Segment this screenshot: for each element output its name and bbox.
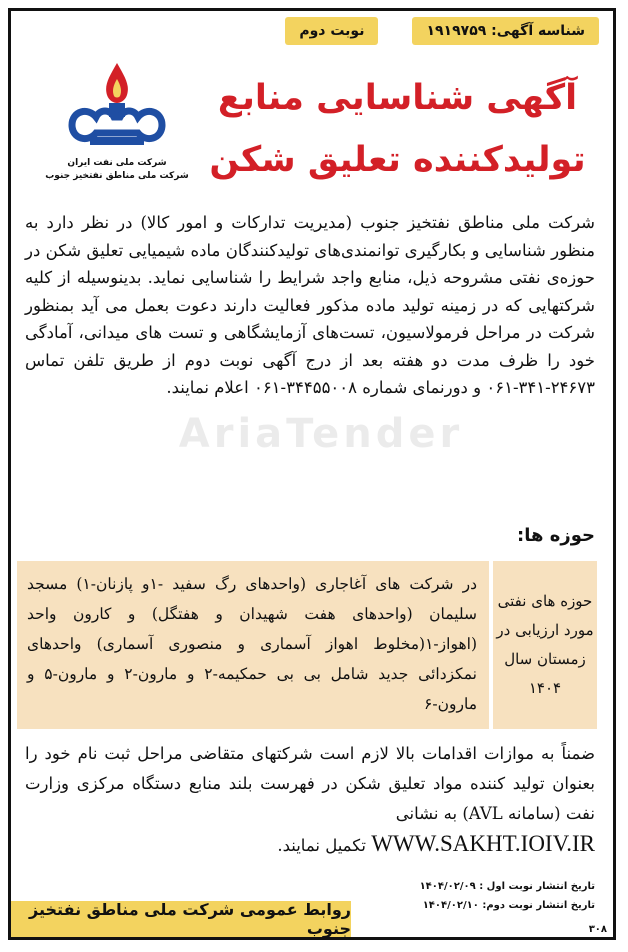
ad-frame — [8, 8, 616, 940]
footer-department-bar — [11, 901, 351, 937]
logo-caption-line2: شرکت ملی مناطق نفتخیز جنوب — [45, 171, 189, 181]
ad-body-paragraph: شرکت ملی مناطق نفتخیز جنوب (مدیریت تدارکات و امور کالا) در نظر دارد به منظور شناسایی و بکارگیری توانمندی‌های تولیدکنندگان ماده شیمیایی تعلیق شکن در حوزه‌ی نفتی مشروحه ذیل، منابع واجد شرایط را شناسایی نماید. بدینوسیله از کلیه شرکتهایی که در زمینه تولید ماده مذکور فعالیت دارند دعوت بعمل می آید بمنظور شرکت در مراحل فرمولاسیون، تست‌های آزمایشگاهی و تست های میدانی، آمادگی خود را ظرف مدت دو هفته بعد از درج آگهی نوبت دوم از طریق تلفن تماس ۲۴۶۷۳-۳۴۱-۰۶۱ و دورنمای شماره ۳۴۴۵۵۰۰۸-۰۶۱ اعلام نمایند. — [25, 213, 596, 397]
fields-table — [17, 561, 597, 729]
title-line2: تولیدکننده تعلیق شکن — [209, 140, 586, 180]
oil-company-emblem-icon — [62, 59, 172, 151]
closing-tail: تکمیل نمایند. — [277, 836, 366, 855]
footer-department: روابط عمومی شرکت ملی مناطق نفتخیز جنوب — [29, 900, 351, 938]
fields-table-content: در شرکت های آغاجاری (واحدهای رگ سفید -۱و پازنان-۱) مسجد سلیمان (واحدهای هفت شهیدان و هفتگل) و کارون واحد (اهواز-۱(مخلوط اهواز آسماری و منصوری آسماری) واحدهای نمکزدائی جدید شامل بی بی حمکیمه-۲ و مارون-۲ و مارون-۵ و مارون-۶ — [27, 575, 478, 713]
registration-url: WWW.SAKHT.IOIV.IR — [371, 831, 595, 856]
watermark: AriaTender — [178, 411, 464, 457]
fields-label: حوزه ها: — [517, 525, 595, 546]
title-line1: آگهی شناسایی منابع — [217, 78, 578, 118]
logo-caption-line1: شرکت ملی نفت ایران — [67, 158, 167, 168]
second-publication-date: تاریخ انتشار نوبت دوم: ۱۴۰۴/۰۲/۱۰ — [422, 900, 595, 911]
publication-dates — [420, 877, 595, 915]
page-code: ۳۰۸ — [588, 924, 607, 935]
top-bar — [11, 11, 613, 51]
ad-title — [200, 67, 595, 191]
round-badge: نوبت دوم — [285, 17, 378, 45]
first-publication-date: تاریخ انتشار نوبت اول : ۱۴۰۴/۰۲/۰۹ — [419, 881, 595, 892]
ad-id-badge: شناسه آگهی: ۱۹۱۹۷۵۹ — [412, 17, 599, 45]
closing-paragraph — [25, 739, 595, 861]
company-logo — [37, 59, 197, 183]
fields-table-head: حوزه های نفتی مورد ارزیابی در زمستان سال ۱۴۰۴ — [489, 561, 597, 729]
closing-text: ضمناً به موازات اقدامات بالا لازم است شرکتهای متقاضی مراحل ثبت نام خود را بعنوان تولید کننده مواد تعلیق شکن در فهرست بلند منابع دستگاه مرکزی وزارت نفت (سامانه AVL) به نشانی — [25, 744, 595, 823]
